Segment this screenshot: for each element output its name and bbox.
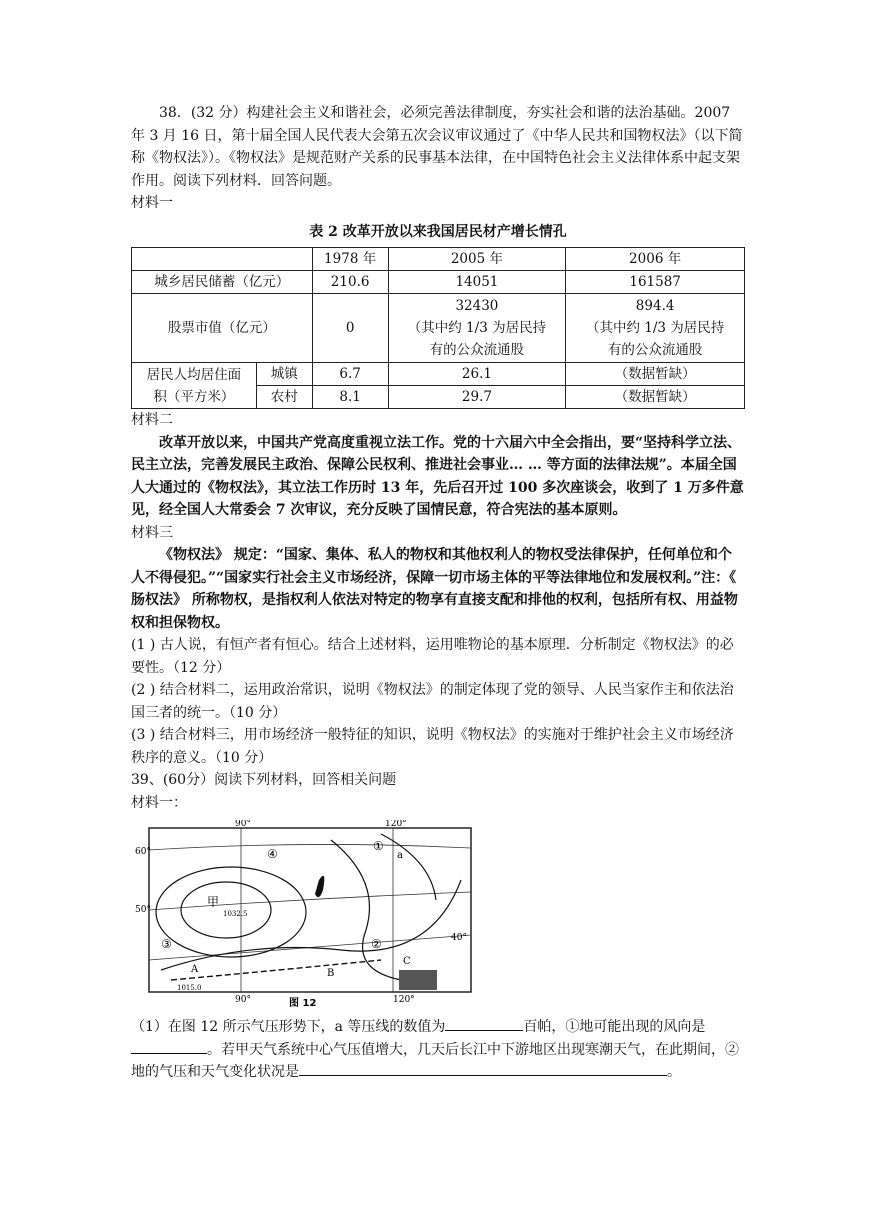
material-3-text: 《物权法》 规定：“国家、集体、私人的物权和其他权利人的物权受法律保护，任何单位和个人不得侵犯。”“国家实行社会主义市场经济，保障一切市场主体的平等法律地位和发展权利。”注：《 肠权法》 所称物权，是指权利人依法对特定的物享有直接支配和排他的权利，包括所有权、用益物权和担保物权。	[131, 547, 738, 631]
question-39-title: 39、(60分）阅读下列材料，回答相关问题	[131, 772, 397, 788]
q39-1-part-c: 。若甲天气系统中心气压值增大，几天后长江中下游地区出现寒潮天气，在此期间，②地的气压和天气变化状况是	[131, 1041, 739, 1080]
figure-caption: 图 12	[289, 998, 317, 1009]
material-3-label: 材料三	[131, 524, 173, 541]
table-header-row	[132, 248, 745, 271]
table-cell: （数据暂缺）	[566, 386, 745, 409]
table-cell: 210.6	[312, 271, 388, 294]
table-header-cell: 1978 年	[312, 248, 388, 271]
cell-line: 有的公众流通股	[429, 342, 525, 358]
question-1: (1 ) 古人说，有恒产者有恒心。结合上述材料，运用唯物论的基本原理．分析制定《物权法》的必要性。（12 分）	[131, 637, 734, 676]
material-2-text: 改革开放以来，中国共产党高度重视立法工作。党的十六届六中全会指出，要“坚持科学立法、民主立法，完善发展民主政治、保障公民权利、推进社会事业… … 等方面的法律法规”。本届全国人大通过的《物权法》，其立法工作历时 13 年，先后召开过 100 多次座谈会，收到了 1 万多件意见，经全国人大常委会 7 次审议，充分反映了国情民意，符合宪法的基本原则。	[131, 434, 744, 518]
row-label	[132, 363, 257, 409]
table-cell: （数据暂缺）	[566, 363, 745, 386]
cell-line: 894.4	[635, 298, 675, 314]
table-cell	[388, 294, 566, 363]
isobar-value: 1015.0	[177, 984, 202, 992]
table-cell: 29.7	[388, 386, 566, 409]
lat-label: 40°	[451, 933, 467, 943]
letter-A: A	[191, 964, 199, 975]
table-caption: 表 2 改革开放以来我国居民材产增长情孔	[309, 223, 567, 240]
lat-label: 50°	[135, 905, 151, 915]
q39-1-part-d: 。	[667, 1064, 681, 1080]
region-label: 甲	[207, 895, 220, 909]
lon-label: 120°	[393, 995, 415, 1005]
answer-blank-change[interactable]	[299, 1061, 667, 1076]
marker-3: ③	[161, 937, 172, 951]
material-1-label-39: 材料一：	[131, 794, 187, 811]
table-cell: 6.7	[312, 363, 388, 386]
material-2-label: 材料二	[131, 412, 173, 428]
question-2: (2 ) 结合材料二，运用政治常识，说明《物权法》的制定体现了党的领导、人民当家作主和依法治国三者的统一。（10 分）	[131, 682, 734, 721]
cell-line: 有的公众流通股	[607, 342, 703, 358]
sub-label: 农村	[256, 386, 312, 409]
table-cell: 0	[312, 294, 388, 363]
weather-map	[131, 820, 477, 1010]
property-growth-table	[131, 247, 745, 409]
row-label: 城乡居民储蓄（亿元）	[132, 271, 313, 294]
table-cell: 26.1	[388, 363, 566, 386]
letter-a: a	[397, 850, 403, 861]
question-39-1	[131, 1016, 745, 1084]
lon-label: 90°	[235, 995, 251, 1005]
table-header-cell: 2005 年	[388, 248, 566, 271]
lon-label: 90°	[235, 820, 251, 829]
marker-2: ②	[371, 937, 382, 951]
document-page	[131, 102, 745, 1084]
coast-hatch	[399, 970, 437, 990]
q39-1-part-b: 百帕，①地可能出现的风向是	[523, 1019, 706, 1035]
answer-blank-a[interactable]	[445, 1016, 523, 1031]
isobar-value: 1032.5	[223, 910, 248, 918]
table-header-cell	[132, 248, 313, 271]
q39-1-part-a: （1）在图 12 所示气压形势下，a 等压线的数值为	[131, 1019, 446, 1035]
cell-line: （其中约 1/3 为居民持	[407, 320, 547, 336]
cell-line: 积（平方米）	[153, 388, 235, 405]
table-row	[132, 271, 745, 294]
weather-map-figure	[131, 820, 477, 1010]
material-1-label: 材料一	[131, 195, 173, 211]
table-header-cell: 2006 年	[566, 248, 745, 271]
table-cell: 14051	[388, 271, 566, 294]
marker-4: ④	[267, 847, 278, 861]
table-cell: 8.1	[312, 386, 388, 409]
lat-label: 60°	[135, 847, 151, 857]
sub-label: 城镇	[256, 363, 312, 386]
question-38-intro: 38．(32 分）构建社会主义和谐社会，必须完善法律制度，夯实社会和谐的法治基础。2007 年 3 月 16 日，第十届全国人民代表大会第五次会议审议通过了《中华人民共和国物权法》（以下简称《物权法》）。《物权法》是规范财产关系的民事基本法律，在中国特色社会主义法律体系中起支架作用。阅读下列材料．回答问题。	[131, 105, 743, 189]
row-label: 股票市值（亿元）	[132, 294, 313, 363]
table-cell	[566, 294, 745, 363]
marker-1: ①	[373, 839, 384, 853]
letter-B: B	[327, 968, 335, 979]
cell-line: 32430	[455, 298, 499, 314]
lon-label: 120°	[385, 820, 407, 829]
table-row	[132, 294, 745, 363]
cell-line: 居民人均居住面	[146, 366, 242, 383]
answer-blank-wind[interactable]	[131, 1039, 207, 1054]
letter-C: C	[403, 956, 411, 967]
cell-line: （其中约 1/3 为居民持	[585, 320, 725, 336]
table-row	[132, 363, 745, 386]
question-3: (3 ) 结合材料三，用市场经济一般特征的知识，说明《物权法》的实施对于维护社会主义市场经济秩序的意义。（10 分）	[131, 727, 734, 766]
table-cell: 161587	[566, 271, 745, 294]
